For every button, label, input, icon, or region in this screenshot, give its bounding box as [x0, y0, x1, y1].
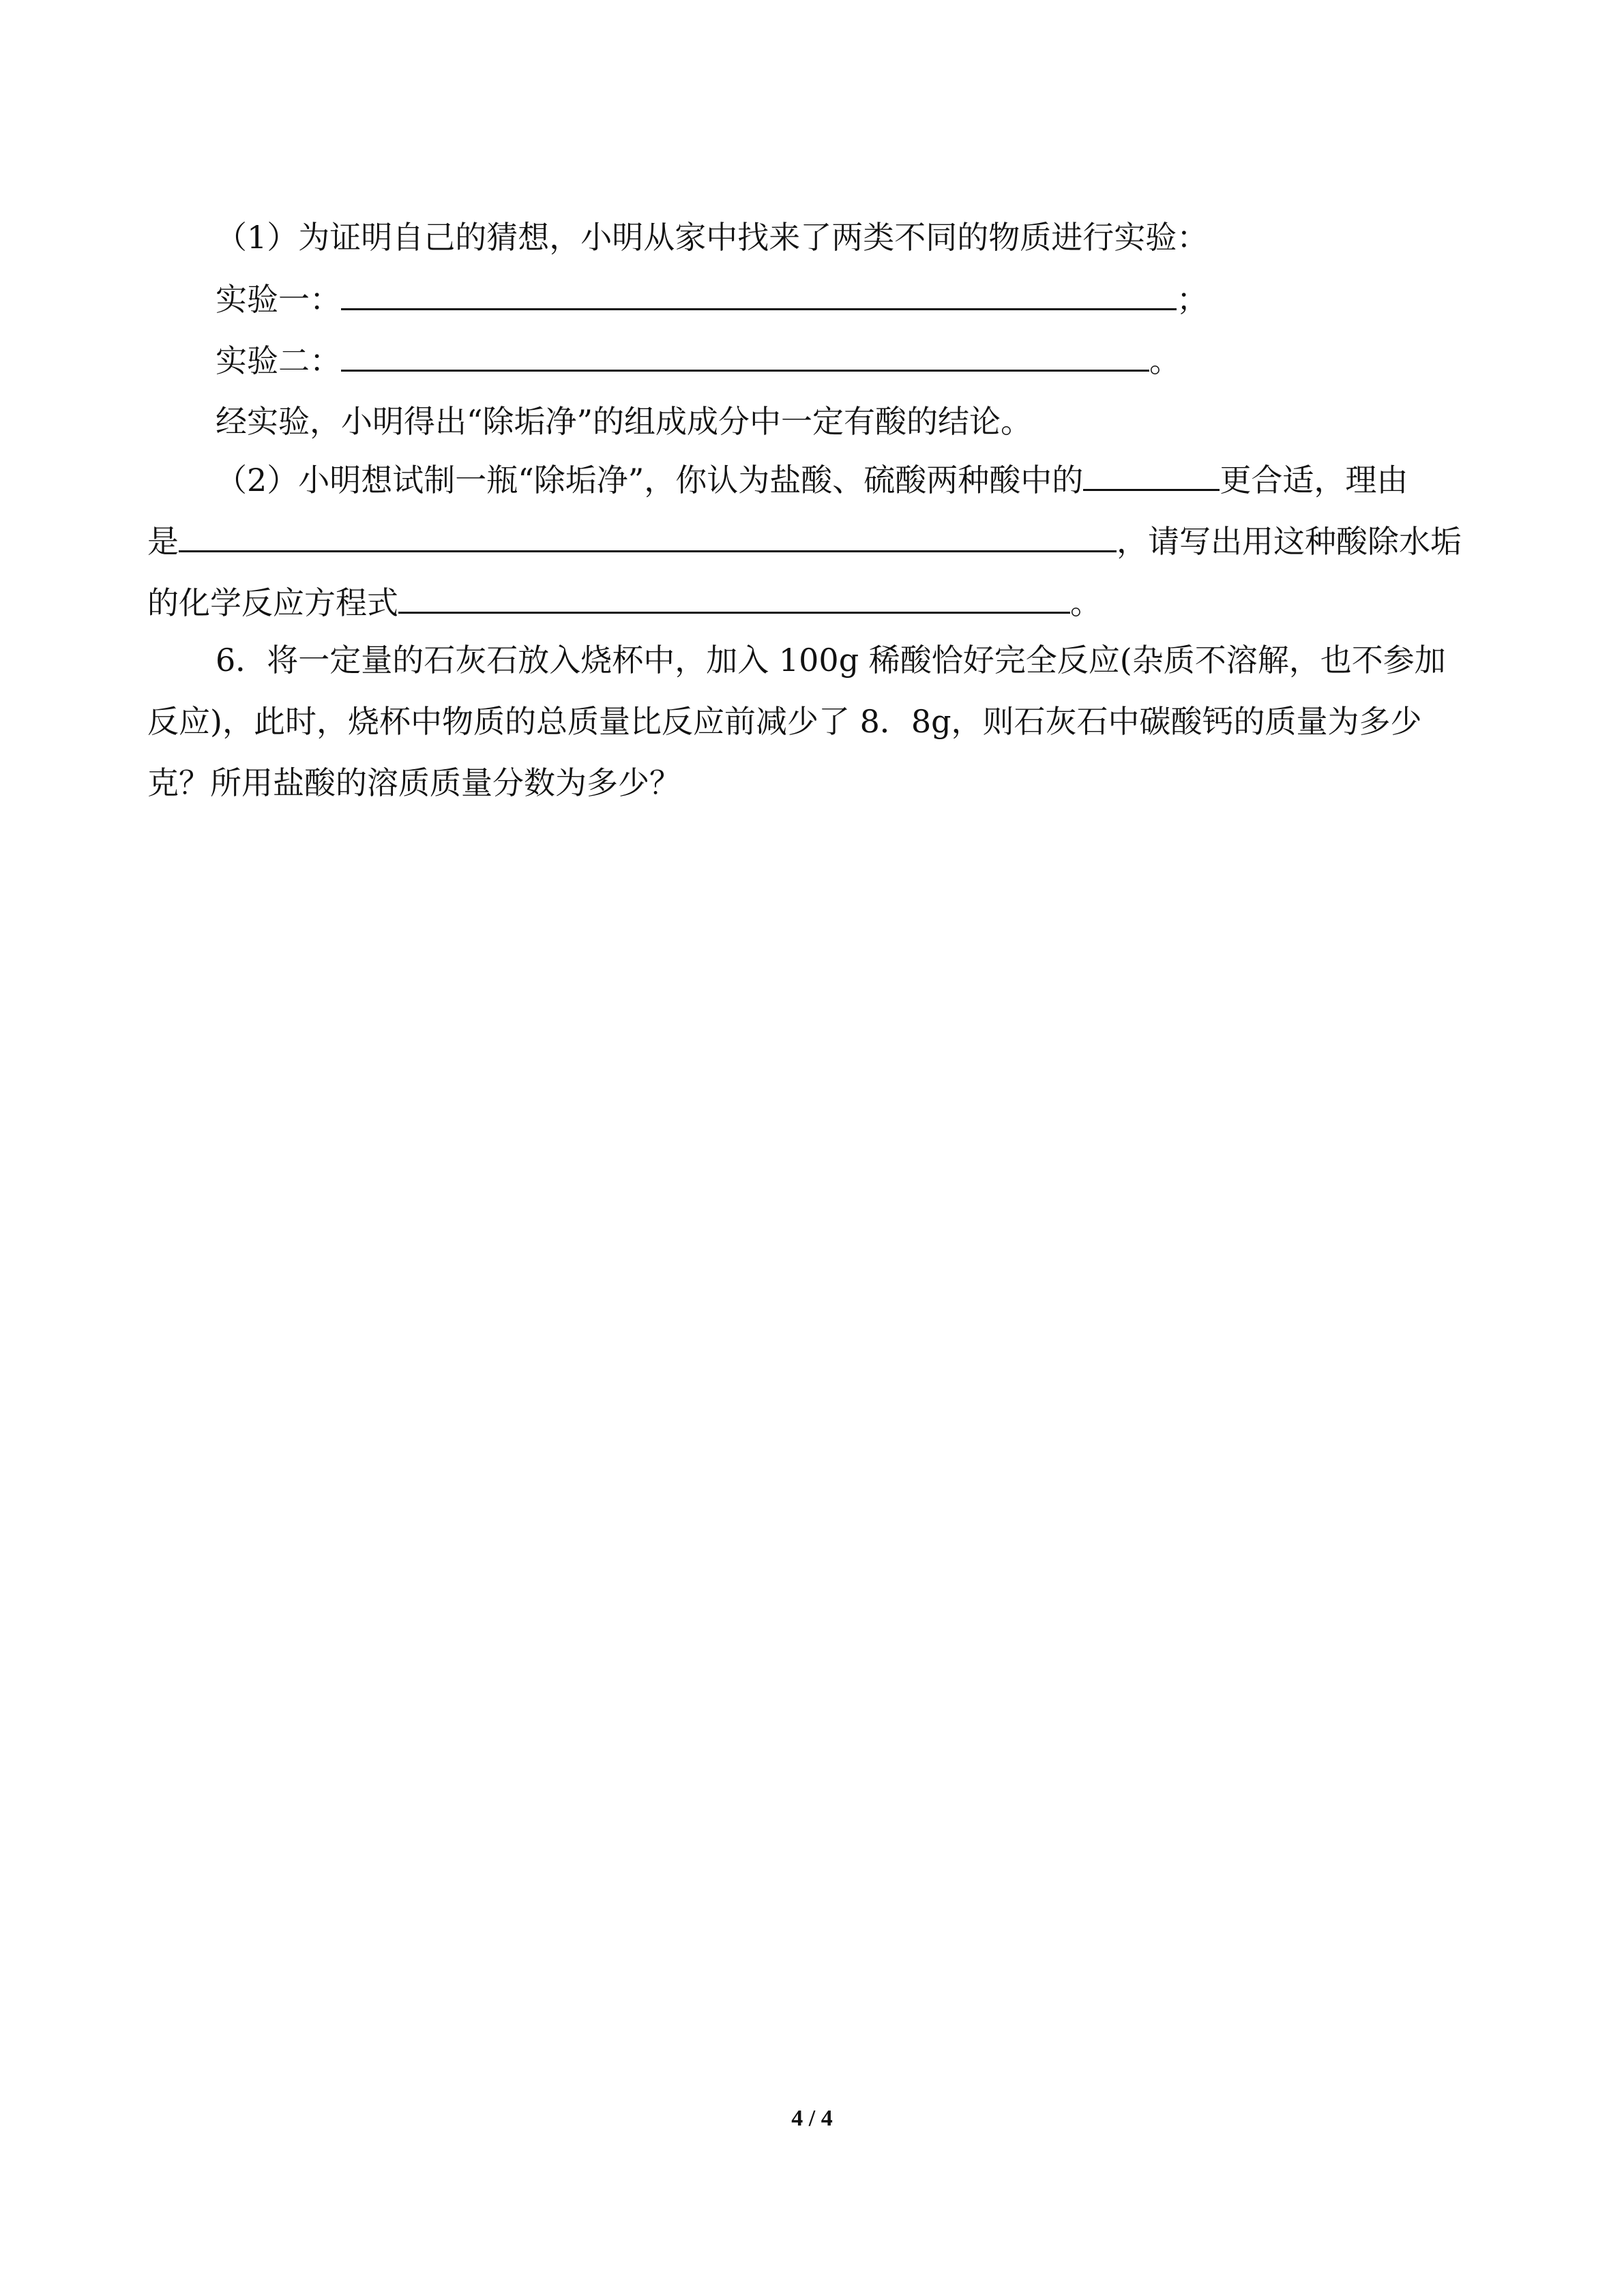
question-2-line-3: 的化学反应方程式 。 [147, 582, 1102, 623]
experiment-1-label: 实验一： [216, 281, 341, 318]
experiment-1-answer-blank[interactable] [341, 278, 1177, 310]
question-1-intro: （1）为证明自己的猜想，小明从家中找来了两类不同的物质进行实验： [216, 219, 1209, 256]
question-6-line-2: 反应)，此时，烧杯中物质的总质量比反应前减少了 8．8g，则石灰石中碳酸钙的质量为多少 [147, 703, 1422, 740]
conclusion-text: 经实验，小明得出“除垢净”的组成成分中一定有酸的结论。 [216, 403, 1033, 440]
equation-blank[interactable] [398, 582, 1070, 614]
experiment-2-line: 实验二： 。 [216, 340, 1181, 381]
experiment-2-label: 实验二： [216, 342, 341, 379]
reason-blank[interactable] [179, 520, 1117, 552]
page-number: 4 / 4 [791, 2106, 833, 2131]
question-6-line-3: 克？所用盐酸的溶质质量分数为多少？ [147, 764, 681, 801]
acid-choice-blank[interactable] [1083, 459, 1220, 491]
experiment-2-answer-blank[interactable] [341, 340, 1149, 372]
question-2-line-1: （2）小明想试制一瓶“除垢净”，你认为盐酸、硫酸两种酸中的 更合适，理由 [216, 459, 1408, 501]
question-6-line-1: 6．将一定量的石灰石放入烧杯中，加入 100g 稀酸恰好完全反应(杂质不溶解，也不参加 [216, 642, 1446, 679]
question-2-line-2: 是 ，请写出用这种酸除水垢 [147, 520, 1462, 562]
experiment-1-line: 实验一： ； [216, 278, 1208, 320]
